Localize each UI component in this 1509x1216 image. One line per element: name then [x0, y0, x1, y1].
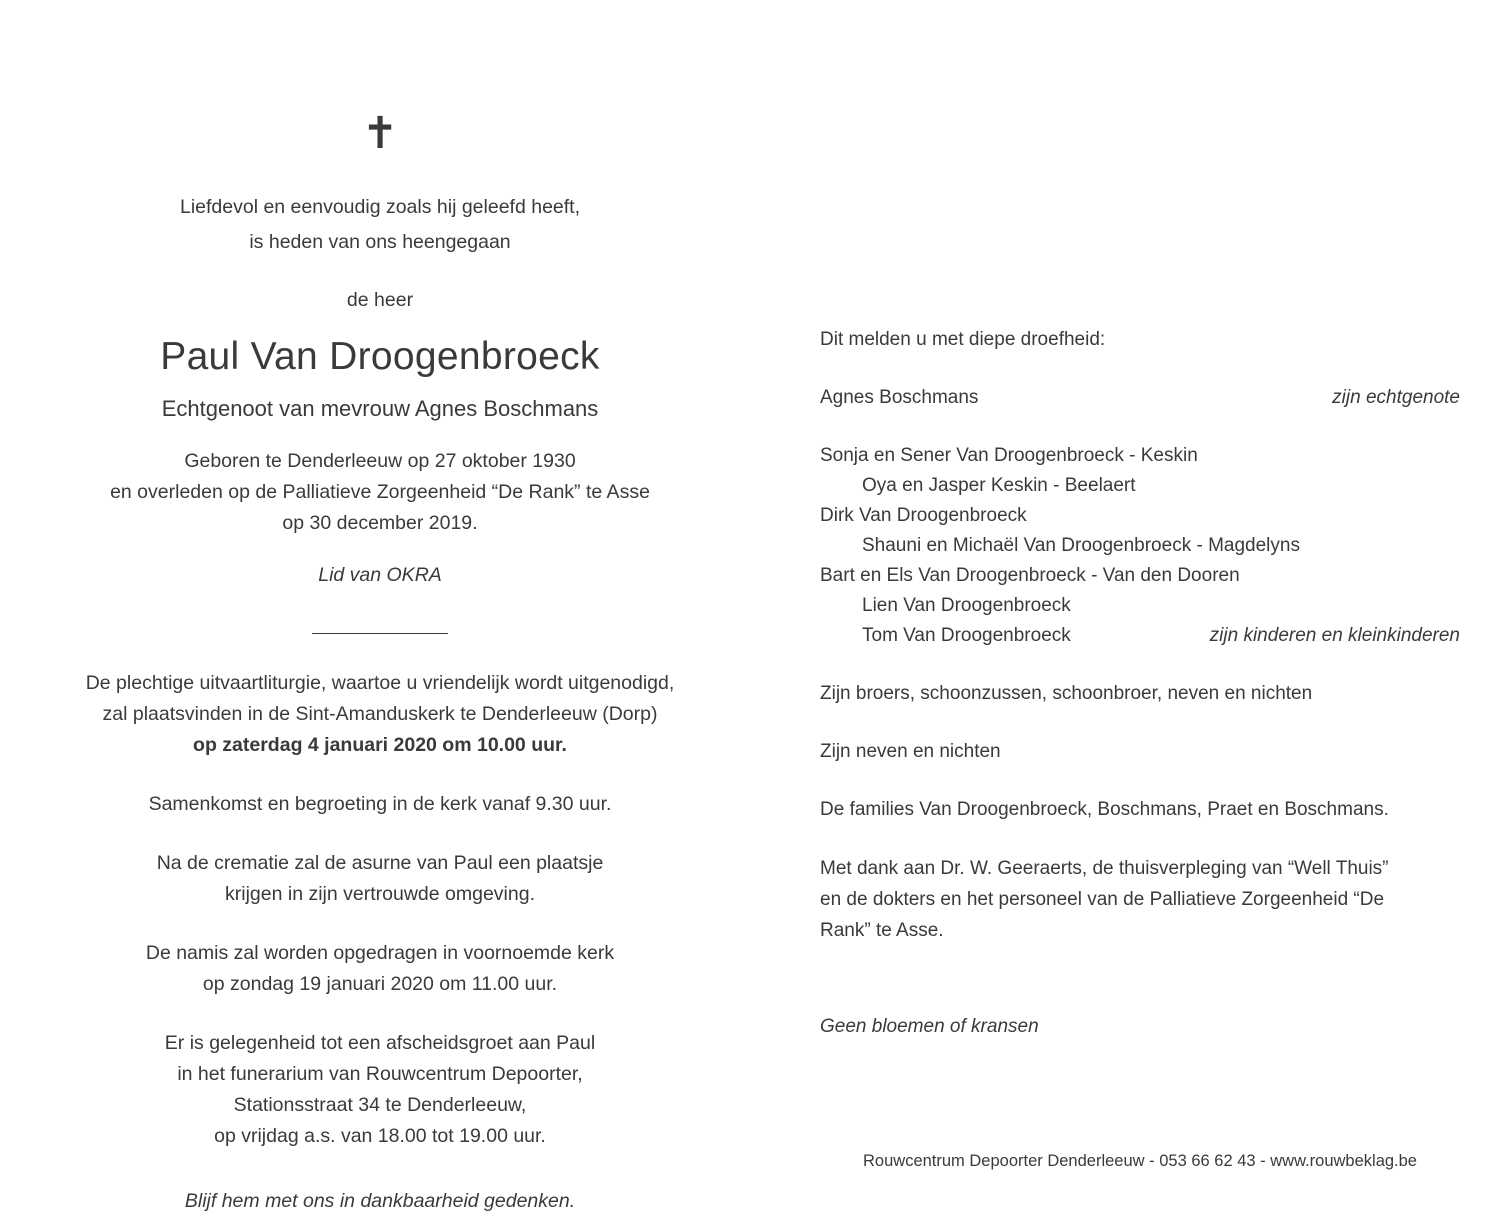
divider	[312, 633, 448, 634]
thanks-paragraph	[820, 853, 1460, 946]
service-line-2: zal plaatsvinden in de Sint-Amanduskerk te Denderleeuw (Dorp)	[102, 703, 658, 725]
no-flowers-note: Geen bloemen of kransen	[820, 1016, 1039, 1037]
list-item: Oya en Jasper Keskin - Beelaert	[862, 475, 1136, 496]
intro-line-2: is heden van ons heengegaan	[249, 231, 511, 253]
widow-row	[820, 383, 1460, 413]
farewell-line-4: op vrijdag a.s. van 18.00 tot 19.00 uur.	[214, 1125, 546, 1147]
family-list	[820, 441, 1460, 651]
widow-name: Agnes Boschmans	[820, 387, 979, 408]
cremation-line-2: krijgen in zijn vertrouwde omgeving.	[225, 883, 535, 905]
spouse-line: Echtgenoot van mevrouw Agnes Boschmans	[161, 396, 599, 421]
gathering-line: Samenkomst en begroeting in de kerk vanaf 9.30 uur.	[148, 793, 612, 815]
thanks-line-1: Met dank aan Dr. W. Geeraerts, de thuisverpleging van “Well Thuis”	[820, 858, 1389, 879]
widow-role: zijn echtgenote	[1332, 387, 1460, 408]
right-column	[820, 325, 1460, 1042]
closing-line: Blijf hem met ons in dankbaarheid gedenken.	[184, 1190, 576, 1212]
list-item: Sonja en Sener Van Droogenbroeck - Keskin	[820, 445, 1198, 466]
membership-line: Lid van OKRA	[318, 564, 442, 586]
birth-line: Geboren te Denderleeuw op 27 oktober 1930	[184, 450, 576, 472]
list-item-label: Tom Van Droogenbroeck	[862, 625, 1071, 646]
children-role: zijn kinderen en kleinkinderen	[1209, 625, 1460, 646]
service-details	[0, 668, 760, 761]
honorific: de heer	[346, 289, 414, 311]
death-date-line: op 30 december 2019.	[282, 512, 478, 534]
namis-line-2: op zondag 19 januari 2020 om 11.00 uur.	[202, 973, 558, 995]
list-item-last	[820, 621, 1460, 651]
deceased-name: Paul Van Droogenbroeck	[160, 335, 600, 378]
service-datetime: op zaterdag 4 januari 2020 om 10.00 uur.	[193, 734, 567, 756]
thanks-line-3: Rank” te Asse.	[820, 920, 944, 941]
nephews-line: Zijn neven en nichten	[820, 741, 1001, 762]
birth-death-details	[0, 446, 760, 539]
announcement-heading: Dit melden u met diepe droefheid:	[820, 329, 1106, 350]
thanks-line-2: en de dokters en het personeel van de Palliatieve Zorgeenheid “De	[820, 889, 1385, 910]
farewell-line-1: Er is gelegenheid tot een afscheidsgroet aan Paul	[164, 1032, 596, 1054]
death-place-line: en overleden op de Palliatieve Zorgeenheid “De Rank” te Asse	[110, 481, 650, 503]
farewell-line-3: Stationsstraat 34 te Denderleeuw,	[233, 1094, 527, 1116]
farewell-details	[0, 1028, 760, 1152]
footer-credit: Rouwcentrum Depoorter Denderleeuw - 053 66 62 43 - www.rouwbeklag.be	[863, 1152, 1417, 1170]
namis-details	[0, 938, 760, 1000]
latin-cross-icon: ✝	[361, 109, 399, 158]
intro-line-1: Liefdevol en eenvoudig zoals hij geleefd heeft,	[179, 196, 581, 218]
cremation-line-1: Na de crematie zal de asurne van Paul een plaatsje	[156, 852, 604, 874]
list-item: Shauni en Michaël Van Droogenbroeck - Magdelyns	[862, 535, 1300, 556]
intro-text	[0, 190, 760, 260]
list-item: Dirk Van Droogenbroeck	[820, 505, 1027, 526]
namis-line-1: De namis zal worden opgedragen in voornoemde kerk	[145, 942, 615, 964]
cremation-details	[0, 848, 760, 910]
list-item: Bart en Els Van Droogenbroeck - Van den Dooren	[820, 565, 1240, 586]
siblings-line: Zijn broers, schoonzussen, schoonbroer, neven en nichten	[820, 683, 1313, 704]
service-line-1: De plechtige uitvaartliturgie, waartoe u vriendelijk wordt uitgenodigd,	[85, 672, 675, 694]
list-item: Lien Van Droogenbroeck	[862, 595, 1071, 616]
farewell-line-2: in het funerarium van Rouwcentrum Depoorter,	[177, 1063, 583, 1085]
families-line: De families Van Droogenbroeck, Boschmans, Praet en Boschmans.	[820, 799, 1389, 820]
